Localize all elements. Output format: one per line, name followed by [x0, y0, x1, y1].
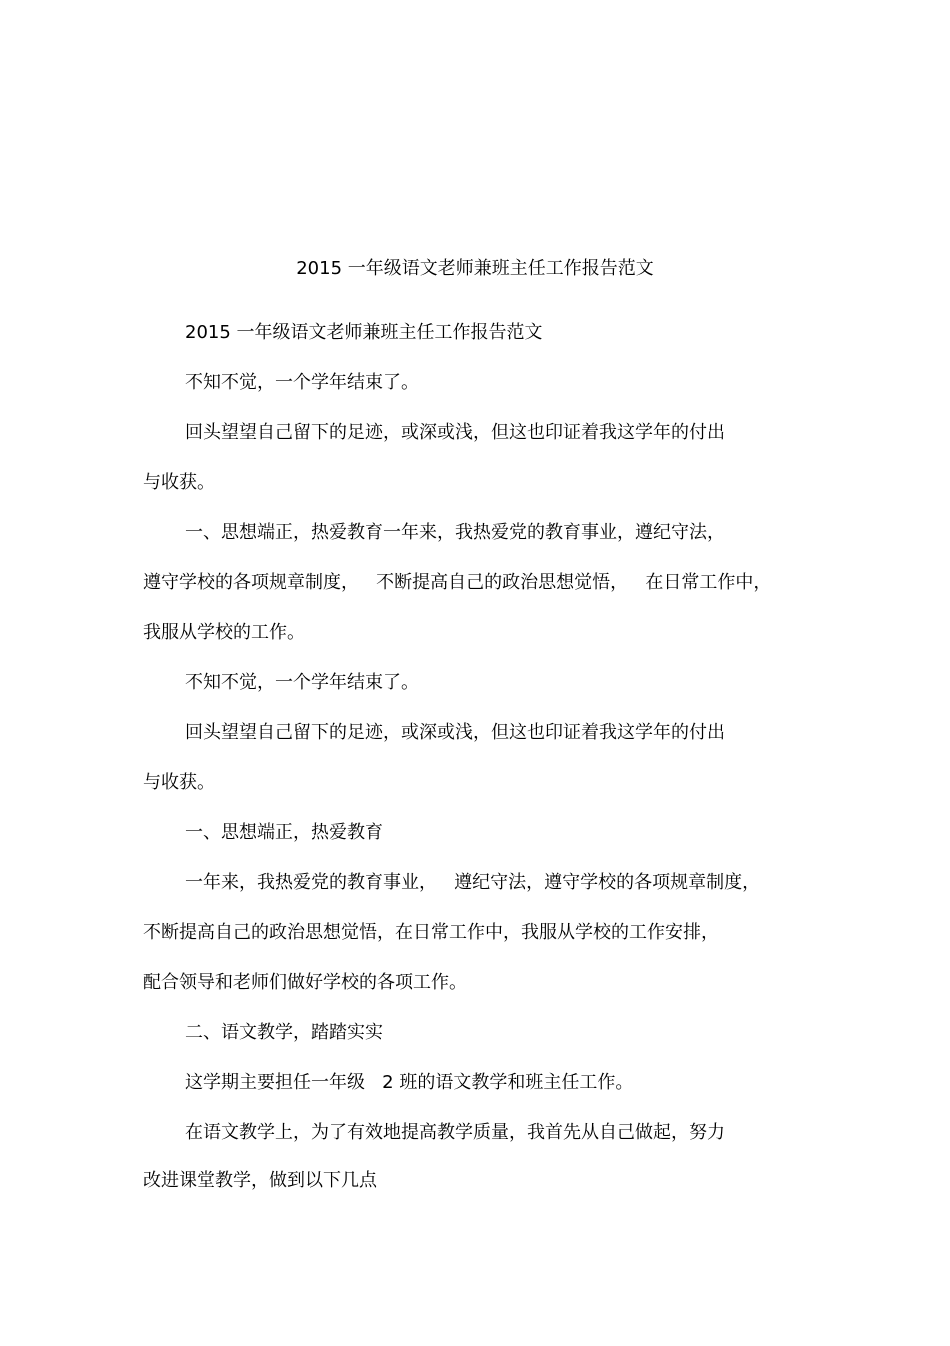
paragraph-line: 遵守学校的各项规章制度， 不断提高自己的政治思想觉悟， 在日常工作中，	[143, 572, 772, 593]
paragraph-line: 不知不觉，一个学年结束了。	[185, 372, 419, 393]
paragraph-line: 在语文教学上，为了有效地提高教学质量，我首先从自己做起，努力	[185, 1122, 725, 1143]
paragraph-line: 改进课堂教学，做到以下几点	[143, 1170, 377, 1191]
paragraph-line: 一、思想端正，热爱教育一年来，我热爱党的教育事业，遵纪守法，	[185, 522, 725, 543]
paragraph-line: 一年来，我热爱党的教育事业， 遵纪守法，遵守学校的各项规章制度，	[185, 872, 761, 893]
paragraph-line: 不知不觉，一个学年结束了。	[185, 672, 419, 693]
paragraph-line: 不断提高自己的政治思想觉悟，在日常工作中，我服从学校的工作安排，	[143, 922, 719, 943]
section-heading: 二、语文教学，踏踏实实	[185, 1022, 383, 1043]
paragraph-line: 2015 一年级语文老师兼班主任工作报告范文	[185, 322, 543, 343]
paragraph-line: 我服从学校的工作。	[143, 622, 305, 643]
document-title: 2015 一年级语文老师兼班主任工作报告范文	[296, 258, 654, 279]
paragraph-line: 与收获。	[143, 472, 215, 493]
paragraph-line: 回头望望自己留下的足迹，或深或浅，但这也印证着我这学年的付出	[185, 422, 725, 443]
paragraph-line: 与收获。	[143, 772, 215, 793]
paragraph-line: 配合领导和老师们做好学校的各项工作。	[143, 972, 467, 993]
paragraph-line: 回头望望自己留下的足迹，或深或浅，但这也印证着我这学年的付出	[185, 722, 725, 743]
paragraph-line: 这学期主要担任一年级 2 班的语文教学和班主任工作。	[185, 1072, 634, 1093]
section-heading: 一、思想端正，热爱教育	[185, 822, 383, 843]
